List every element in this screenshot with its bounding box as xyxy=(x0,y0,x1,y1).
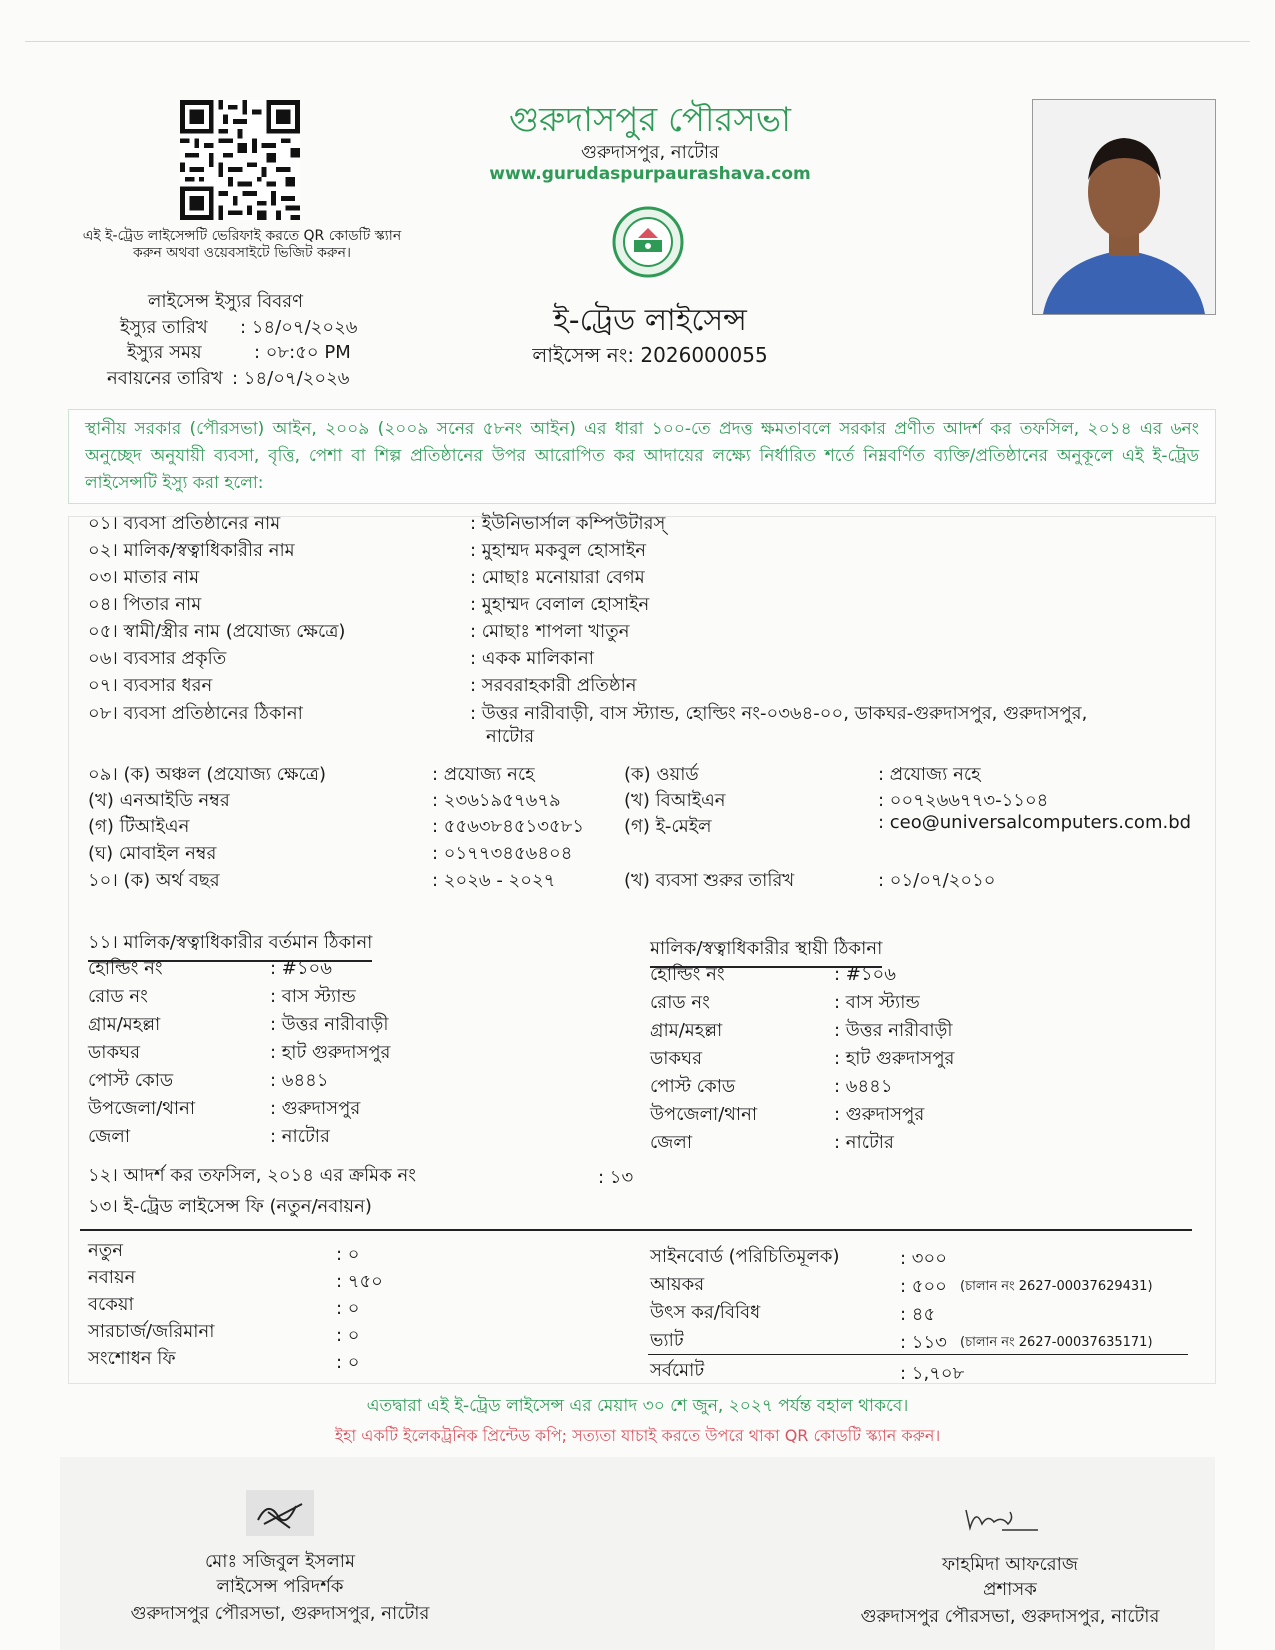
field-value-business-address-line2: নাটোর xyxy=(486,726,535,747)
permanent-district-value: : নাটোর xyxy=(834,1132,894,1153)
permanent-road-label: রোড নং xyxy=(650,992,710,1013)
present-postoffice-value: : হাট গুরুদাসপুর xyxy=(270,1042,391,1063)
inspector-title: লাইসেন্স পরিদর্শক xyxy=(216,1576,344,1597)
field-value-father-name: : মুহাম্মদ বেলাল হোসাইন xyxy=(470,594,650,615)
fee-correction-label: সংশোধন ফি xyxy=(88,1348,176,1369)
field-label-father-name: ০৪। পিতার নাম xyxy=(88,594,202,615)
business-start-value: : ০১/০৭/২০১০ xyxy=(878,870,996,891)
fee-new-label: নতুন xyxy=(88,1240,123,1261)
field-label-business-name: ০১। ব্যবসা প্রতিষ্ঠানের নাম xyxy=(88,513,281,534)
fee-income-tax-challan: (চালান নং 2627-00037629431) xyxy=(960,1279,1153,1294)
ward-label: (ক) ওয়ার্ড xyxy=(624,764,699,785)
fee-income-tax-label: আয়কর xyxy=(650,1274,705,1295)
field-label-business-address: ০৮। ব্যবসা প্রতিষ্ঠানের ঠিকানা xyxy=(88,703,303,724)
present-postcode-label: পোস্ট কোড xyxy=(88,1070,174,1091)
fee-arrears-label: বকেয়া xyxy=(88,1294,134,1315)
email-value: : ceo@universalcomputers.com.bd xyxy=(878,812,1192,833)
field-value-business-name: : ইউনিভার্সাল কম্পিউটারস্ xyxy=(470,513,666,534)
legal-preamble-box xyxy=(68,409,1216,504)
top-divider xyxy=(25,41,1250,42)
qr-verify-note: এই ই-ট্রেড লাইসেন্সটি ভেরিফাই করতে QR কোডটি স্ক্যান করুন অথবা ওয়েবসাইটে ভিজিট করুন। xyxy=(82,228,402,261)
legal-preamble-text: স্থানীয় সরকার (পৌরসভা) আইন, ২০০৯ (২০০৯ সনের ৫৮নং আইন) এর ধারা ১০০-তে প্রদত্ত ক্ষমতাবলে সরকার প্রণীত আদর্শ কর তফসিল, ২০১৪ এর ৬নং অনুচ্ছেদ অনুযায়ী ব্যবসা, বৃত্তি, পেশা বা শিল্প প্রতিষ্ঠানের উপর আরোপিত কর আদায়ের লক্ষ্যে নির্ধারিত শর্তে নিম্নবর্ণিত ব্যক্তি/প্রতিষ্ঠানের অনুকূলে এই ই-ট্রেড লাইসেন্সটি ইস্যু করা হলো: xyxy=(85,419,1199,493)
zone-value: : প্রযোজ্য নহে xyxy=(432,764,535,785)
present-village-value: : উত্তর নারীবাড়ী xyxy=(270,1014,389,1035)
fee-surcharge-label: সারচার্জ/জরিমানা xyxy=(88,1321,215,1342)
fee-vat-value: : ১১৩ xyxy=(900,1332,947,1353)
permanent-district-label: জেলা xyxy=(650,1132,693,1153)
nid-value: : ২৩৬১৯৫৭৬৭৯ xyxy=(432,790,561,811)
issue-date-label: ইস্যুর তারিখ xyxy=(120,317,208,338)
field-value-business-address: : উত্তর নারীবাড়ী, বাস স্ট্যান্ড, হোল্ডিং নং-০৩৬৪-০০, ডাকঘর-গুরুদাসপুর, গুরুদাসপুর, xyxy=(470,703,1088,724)
permanent-upazila-value: : গুরুদাসপুর xyxy=(834,1104,925,1125)
present-address-heading: ১১। মালিক/স্বত্বাধিকারীর বর্তমান ঠিকানা xyxy=(88,928,372,962)
issue-time-value: : ০৮:৫০ PM xyxy=(254,342,351,363)
municipality-website[interactable]: www.gurudaspurpaurashava.com xyxy=(489,164,811,184)
renewal-date-value: : ১৪/০৭/২০২৬ xyxy=(232,368,350,389)
inspector-office: গুরুদাসপুর পৌরসভা, গুরুদাসপুর, নাটোর xyxy=(130,1603,430,1624)
tin-value: : ৫৫৬৩৮৪৫১৩৫৮১ xyxy=(432,816,585,837)
fee-total-divider xyxy=(648,1354,1188,1355)
fee-signboard-value: : ৩০০ xyxy=(900,1248,947,1269)
fee-vat-label: ভ্যাট xyxy=(650,1330,684,1351)
present-postoffice-label: ডাকঘর xyxy=(88,1042,141,1063)
tax-schedule-label: ১২। আদর্শ কর তফসিল, ২০১৪ এর ক্রমিক নং xyxy=(88,1165,416,1186)
permanent-address-heading: মালিক/স্বত্বাধিকারীর স্থায়ী ঠিকানা xyxy=(650,934,882,968)
municipality-seal-logo xyxy=(612,206,684,278)
inspector-signature-image xyxy=(246,1490,314,1536)
electronic-copy-notice: ইহা একটি ইলেকট্রনিক প্রিন্টেড কপি; সত্যতা যাচাই করতে উপরে থাকা QR কোডটি স্ক্যান করুন। xyxy=(334,1426,941,1445)
document-title: ই-ট্রেড লাইসেন্স xyxy=(553,303,747,338)
present-postcode-value: : ৬৪৪১ xyxy=(270,1070,329,1091)
present-district-label: জেলা xyxy=(88,1126,131,1147)
bin-label: (খ) বিআইএন xyxy=(624,790,726,811)
fee-new-value: : ০ xyxy=(336,1244,360,1265)
present-holding-label: হোল্ডিং নং xyxy=(88,958,163,979)
tax-schedule-value: : ১৩ xyxy=(598,1167,634,1188)
administrator-office: গুরুদাসপুর পৌরসভা, গুরুদাসপুর, নাটোর xyxy=(860,1606,1160,1627)
fee-income-tax-value: : ৫০০ xyxy=(900,1276,947,1297)
issue-details-heading: লাইসেন্স ইস্যুর বিবরণ xyxy=(148,291,304,312)
field-value-spouse-name: : মোছাঃ শাপলা খাতুন xyxy=(470,621,630,642)
validity-statement: এতদ্বারা এই ই-ট্রেড লাইসেন্স এর মেয়াদ ৩০ শে জুন, ২০২৭ পর্যন্ত বহাল থাকবে। xyxy=(366,1396,909,1416)
fee-correction-value: : ০ xyxy=(336,1352,360,1373)
mobile-value: : ০১৭৭৩৪৫৬৪০৪ xyxy=(432,843,573,864)
bin-value: : ০০৭২৬৬৭৭৩-১১০৪ xyxy=(878,790,1049,811)
fee-total-value: : ১,৭০৮ xyxy=(900,1363,965,1384)
permanent-postoffice-label: ডাকঘর xyxy=(650,1048,703,1069)
email-label: (গ) ই-মেইল xyxy=(624,816,712,837)
fee-arrears-value: : ০ xyxy=(336,1298,360,1319)
field-label-spouse-name: ০৫। স্বামী/স্ত্রীর নাম (প্রযোজ্য ক্ষেত্রে) xyxy=(88,621,346,642)
fee-total-label: সর্বমোট xyxy=(650,1360,705,1381)
permanent-road-value: : বাস স্ট্যান্ড xyxy=(834,992,920,1013)
present-upazila-value: : গুরুদাসপুর xyxy=(270,1098,361,1119)
municipality-location: গুরুদাসপুর, নাটোর xyxy=(580,142,720,163)
tin-label: (গ) টিআইএন xyxy=(88,816,190,837)
nid-label: (খ) এনআইডি নম্বর xyxy=(88,790,230,811)
field-value-mother-name: : মোছাঃ মনোয়ারা বেগম xyxy=(470,567,645,588)
fiscal-year-label: ১০। (ক) অর্থ বছর xyxy=(88,870,220,891)
issue-date-value: : ১৪/০৭/২০২৬ xyxy=(240,317,358,338)
fee-heading: ১৩। ই-ট্রেড লাইসেন্স ফি (নতুন/নবায়ন) xyxy=(88,1196,372,1217)
permanent-upazila-label: উপজেলা/থানা xyxy=(650,1104,758,1125)
qr-code xyxy=(180,100,300,220)
zone-label: ০৯। (ক) অঞ্চল (প্রযোজ্য ক্ষেত্রে) xyxy=(88,764,327,785)
field-label-business-nature: ০৬। ব্যবসার প্রকৃতি xyxy=(88,648,227,669)
fee-renewal-label: নবায়ন xyxy=(88,1267,136,1288)
present-district-value: : নাটোর xyxy=(270,1126,330,1147)
license-number: লাইসেন্স নং: 2026000055 xyxy=(532,343,768,367)
permanent-village-label: গ্রাম/মহল্লা xyxy=(650,1020,723,1041)
fee-signboard-label: সাইনবোর্ড (পরিচিতিমূলক) xyxy=(650,1246,840,1267)
permanent-holding-value: : #১০৬ xyxy=(834,964,896,985)
present-holding-value: : #১০৬ xyxy=(270,958,332,979)
municipality-name: গুরুদাসপুর পৌরসভা xyxy=(509,100,791,140)
field-value-business-type: : সরবরাহকারী প্রতিষ্ঠান xyxy=(470,675,637,696)
present-road-label: রোড নং xyxy=(88,986,148,1007)
inspector-name: মোঃ সজিবুল ইসলাম xyxy=(204,1551,355,1572)
fee-divider xyxy=(80,1229,1192,1231)
ward-value: : প্রযোজ্য নহে xyxy=(878,764,981,785)
owner-photo xyxy=(1032,99,1216,315)
administrator-signature-image xyxy=(962,1500,1042,1536)
field-value-owner-name: : মুহাম্মদ মকবুল হোসাইন xyxy=(470,540,646,561)
fee-source-tax-value: : ৪৫ xyxy=(900,1304,936,1325)
field-label-owner-name: ০২। মালিক/স্বত্বাধিকারীর নাম xyxy=(88,540,295,561)
permanent-holding-label: হোল্ডিং নং xyxy=(650,964,725,985)
permanent-village-value: : উত্তর নারীবাড়ী xyxy=(834,1020,953,1041)
present-village-label: গ্রাম/মহল্লা xyxy=(88,1014,161,1035)
fee-vat-challan: (চালান নং 2627-00037635171) xyxy=(960,1335,1153,1350)
issue-time-label: ইস্যুর সময় xyxy=(127,342,202,363)
field-value-business-nature: : একক মালিকানা xyxy=(470,648,594,669)
permanent-postcode-label: পোস্ট কোড xyxy=(650,1076,736,1097)
administrator-title: প্রশাসক xyxy=(983,1579,1037,1600)
mobile-label: (ঘ) মোবাইল নম্বর xyxy=(88,843,217,864)
field-label-business-type: ০৭। ব্যবসার ধরন xyxy=(88,675,213,696)
present-upazila-label: উপজেলা/থানা xyxy=(88,1098,196,1119)
field-label-mother-name: ০৩। মাতার নাম xyxy=(88,567,200,588)
fiscal-year-value: : ২০২৬ - ২০২৭ xyxy=(432,870,556,891)
business-start-label: (খ) ব্যবসা শুরুর তারিখ xyxy=(624,870,795,891)
renewal-date-label: নবায়নের তারিখ xyxy=(107,368,223,389)
fee-renewal-value: : ৭৫০ xyxy=(336,1271,383,1292)
permanent-postoffice-value: : হাট গুরুদাসপুর xyxy=(834,1048,955,1069)
fee-source-tax-label: উৎস কর/বিবিধ xyxy=(650,1302,761,1323)
present-road-value: : বাস স্ট্যান্ড xyxy=(270,986,356,1007)
permanent-postcode-value: : ৬৪৪১ xyxy=(834,1076,893,1097)
administrator-name: ফাহমিদা আফরোজ xyxy=(942,1554,1078,1575)
fee-surcharge-value: : ০ xyxy=(336,1325,360,1346)
